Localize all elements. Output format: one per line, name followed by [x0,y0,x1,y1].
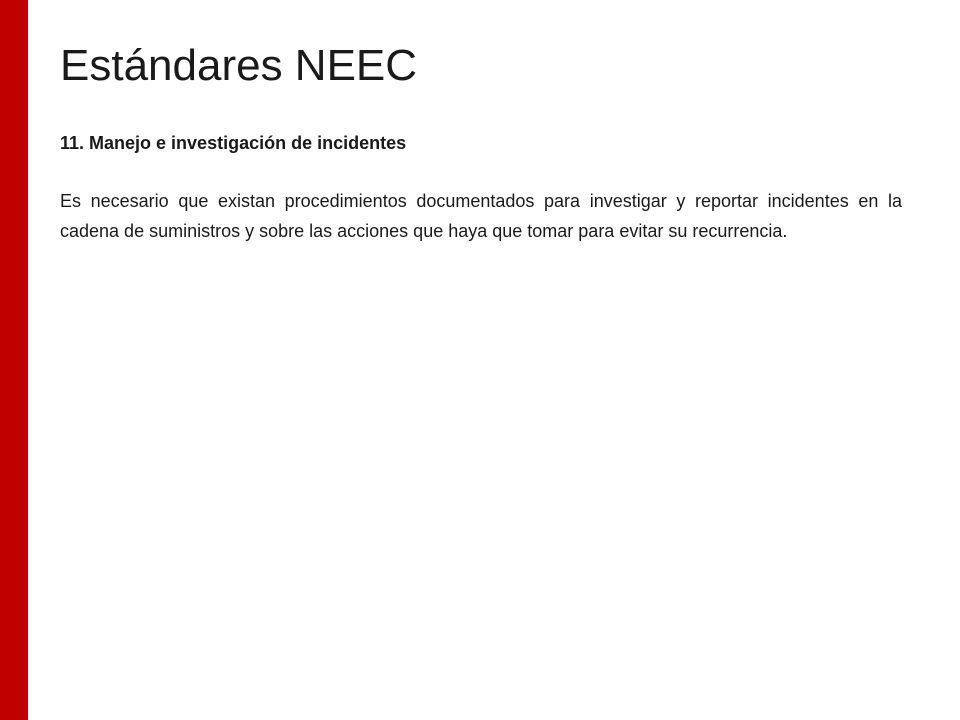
body-paragraph: Es necesario que existan procedimientos documentados para investigar y reportar incidentes en la cadena de suministros y sobre las acciones que haya que tomar para evitar su recurrencia. [60,191,902,241]
slide-title: Estándares NEEC [60,41,418,90]
slide-content [60,128,902,246]
section-heading: 11. Manejo e investigación de incidentes [60,133,407,153]
accent-bar [0,0,28,720]
